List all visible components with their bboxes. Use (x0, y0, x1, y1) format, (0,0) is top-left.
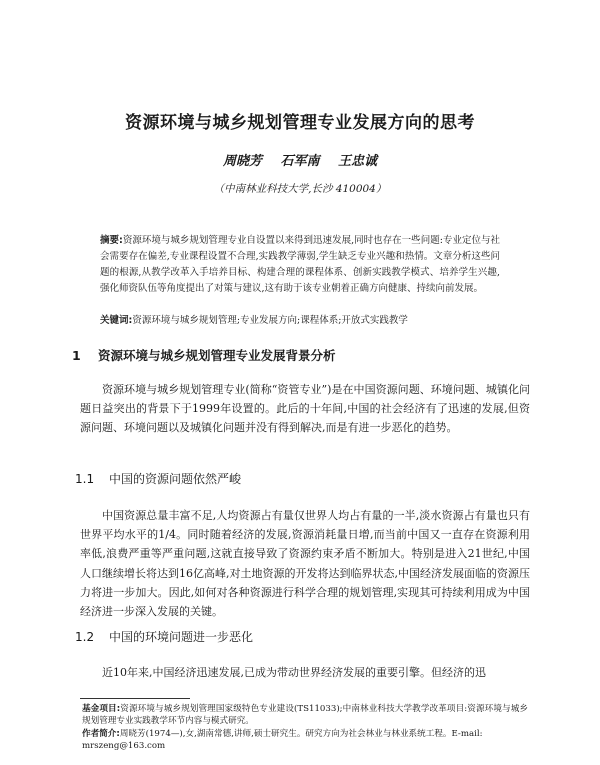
abstract (100, 233, 500, 297)
paper-title: 资源环境与城乡规划管理专业发展方向的思考 (125, 113, 475, 133)
subsection-heading-1-2 (75, 628, 535, 645)
subsection-1-2-paragraph: 近10年来,中国经济迅速发展,已成为带动世界经济发展的重要引擎。但经济的迅 (102, 666, 486, 679)
fund-note (82, 703, 528, 728)
section-number: 1 (72, 348, 81, 363)
keywords (100, 313, 500, 329)
section-1-paragraph: 资源环境与城乡规划管理专业(简称“资管专业”)是在中国资源问题、环境问题、城镇化问题日益突出的背景下于1999年设置的。此后的十年间,中国的社会经济有了迅速的发展,但资源问题、环境问题以及城镇化问题并没有得到解决,而是有进一步恶化的趋势。 (80, 383, 530, 435)
keywords-label: 关键词: (100, 315, 133, 326)
footnote-divider (80, 698, 190, 699)
subsection-title: 中国的资源问题依然严峻 (109, 472, 242, 486)
subsection-number: 1.2 (75, 630, 95, 644)
abstract-label: 摘要: (100, 235, 123, 246)
subsection-title: 中国的环境问题进一步恶化 (109, 630, 254, 644)
author-note (82, 728, 528, 740)
author-bio-label: 作者简介: (82, 728, 120, 739)
author-bio-text: 周晓芳(1974—),女,湖南常德,讲师,硕士研究生。研究方向为社会林业与林业系统工程。E-mail: (119, 728, 483, 739)
subsection-heading-1-1 (75, 470, 535, 487)
fund-label: 基金项目: (82, 704, 121, 714)
fund-text: 资源环境与城乡规划管理国家级特色专业建设(TS11033);中南林业科技大学教学改革项目:资源环境与城乡规划管理专业实践教学环节内容与模式研究。 (82, 704, 528, 727)
affiliation: （中南林业科技大学,长沙 410004） (213, 183, 387, 195)
section-heading-1 (72, 346, 532, 364)
footnote (82, 703, 528, 753)
section-title: 资源环境与城乡规划管理专业发展背景分析 (98, 348, 336, 363)
subsection-number: 1.1 (75, 472, 95, 486)
keywords-text: 资源环境与城乡规划管理;专业发展方向;课程体系;开放式实践教学 (132, 315, 408, 326)
author-email: mrszeng@163.com (82, 741, 166, 752)
author-list: 周晓芳 石军南 王忠诚 (222, 154, 378, 169)
subsection-1-1-paragraph: 中国资源总量丰富不足,人均资源占有量仅世界人均占有量的一半,淡水资源占有量也只有世界平均水平的1/4。同时随着经济的发展,资源消耗量日增,而当前中国又一直存在资源利用率低,浪费严重等严重问题,这就直接导致了资源约束矛盾不断加大。特别是进入21世纪,中国人口继续增长将达到16亿高峰,对土地资源的开发将达到临界状态,中国经济发展面临的资源压力将进一步加大。因此,如何对各种资源进行科学合理的规划管理,实现其可持续利用成为中国经济进一步深入发展的关键。 (80, 509, 530, 619)
abstract-text: 资源环境与城乡规划管理专业自设置以来得到迅速发展,同时也存在一些问题:专业定位与社会需要存在偏差,专业课程设置不合理,实践教学薄弱,学生缺乏专业兴趣和热情。文章分析这些问题的根源,从教学改革入手培养目标、构建合理的课程体系、创新实践教学模式、培养学生兴趣,强化师资队伍等角度提出了对策与建议,这有助于该专业朝着正确方向健康、持续向前发展。 (100, 235, 500, 294)
